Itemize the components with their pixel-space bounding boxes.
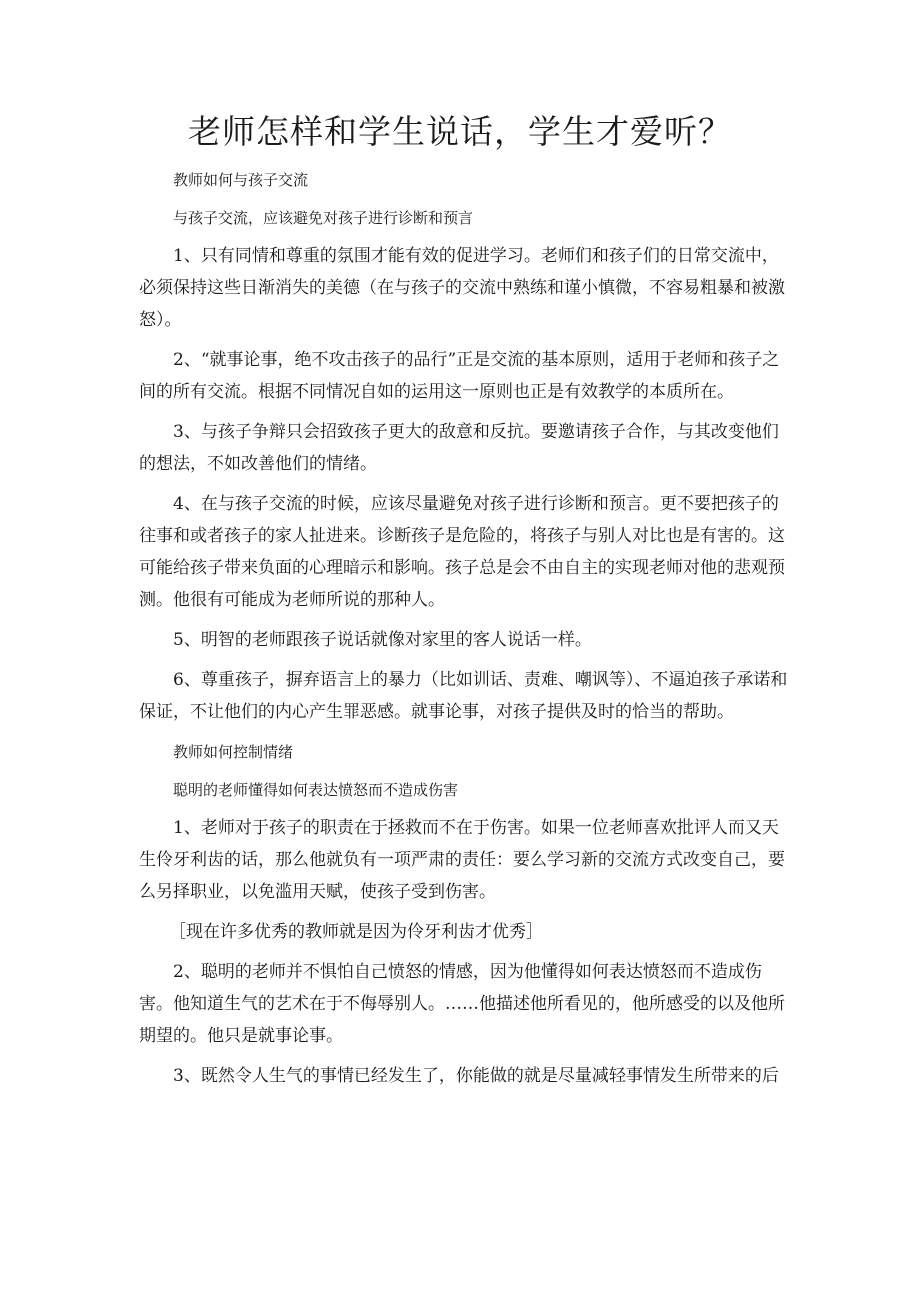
paragraph: 6、尊重孩子，摒弃语言上的暴力（比如训话、责难、嘲讽等）、不逼迫孩子承诺和保证，不让他们的内心产生罪恶感。就事论事，对孩子提供及时的恰当的帮助。: [139, 670, 788, 722]
paragraph: 3、既然令人生气的事情已经发生了，你能做的就是尽量减轻事情发生所带来的后: [173, 1066, 779, 1086]
paragraph: 1、老师对于孩子的职责在于拯救而不在于伤害。如果一位老师喜欢批评人而又天生伶牙利齿的话，那么他就负有一项严肃的责任：要么学习新的交流方式改变自己，要么另择职业，以免滥用天赋，使孩子受到伤害。: [139, 818, 785, 902]
section-subheading: 与孩子交流，应该避免对孩子进行诊断和预言: [173, 209, 474, 227]
paragraph: 2、“就事论事，绝不攻击孩子的品行”正是交流的基本原则，适用于老师和孩子之间的所有交流。根据不同情况自如的运用这一原则也正是有效教学的本质所在。: [139, 350, 780, 402]
section-subheading: 聪明的老师懂得如何表达愤怒而不造成伤害: [173, 781, 459, 799]
paragraph: 2、聪明的老师并不惧怕自己愤怒的情感，因为他懂得如何表达愤怒而不造成伤害。他知道生气的艺术在于不侮辱别人。……他描述他所看见的，他所感受的以及他所期望的。他只是就事论事。: [139, 962, 785, 1046]
paragraph: 5、明智的老师跟孩子说话就像对家里的客人说话一样。: [173, 630, 592, 650]
bracket-note: ［现在许多优秀的教师就是因为伶牙利齿才优秀］: [169, 922, 543, 942]
section-heading: 教师如何控制情绪: [173, 743, 294, 761]
paragraph: 1、只有同情和尊重的氛围才能有效的促进学习。老师们和孩子们的日常交流中，必须保持这些日渐消失的美德（在与孩子的交流中熟练和谨小慎微，不容易粗暴和被激怒）。: [139, 246, 785, 330]
document-title: 老师怎样和学生说话，学生才爱听？: [188, 112, 732, 151]
document-body: [139, 164, 791, 1100]
paragraph: 4、在与孩子交流的时候，应该尽量避免对孩子进行诊断和预言。更不要把孩子的往事和或者孩子的家人扯进来。诊断孩子是危险的，将孩子与别人对比也是有害的。这可能给孩子带来负面的心理暗示和影响。孩子总是会不由自主的实现老师对他的悲观预测。他很有可能成为老师所说的那种人。: [139, 494, 785, 610]
section-heading: 教师如何与孩子交流: [173, 171, 309, 189]
paragraph: 3、与孩子争辩只会招致孩子更大的敌意和反抗。要邀请孩子合作，与其改变他们的想法，不如改善他们的情绪。: [139, 422, 779, 474]
